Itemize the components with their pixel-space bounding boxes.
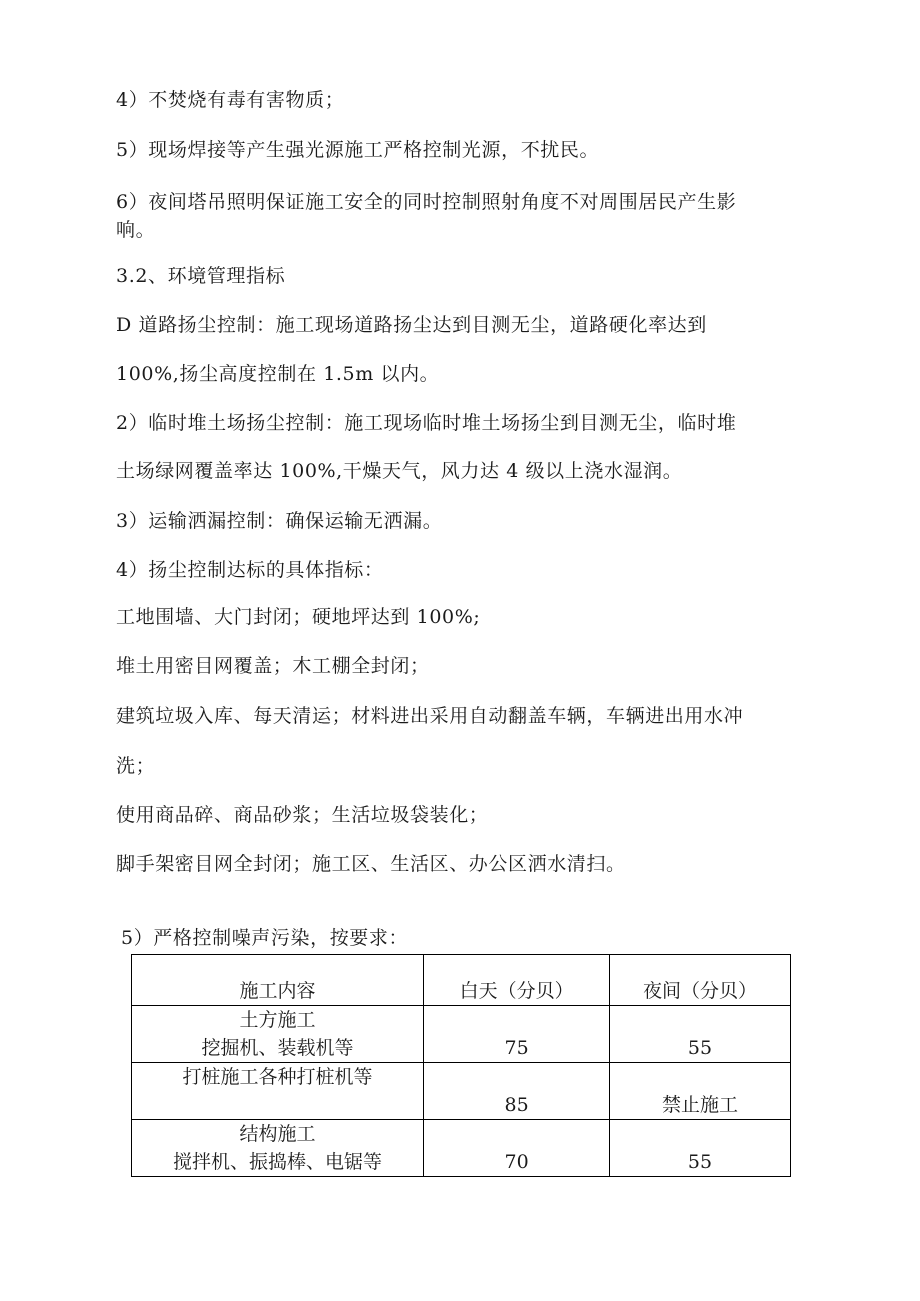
- cell-night: 禁止施工: [610, 1063, 791, 1120]
- cell-day: 70: [424, 1120, 610, 1177]
- table-row: [132, 1063, 791, 1120]
- header-cell-night: 夜间（分贝）: [610, 955, 791, 1006]
- cell-day: 75: [424, 1006, 610, 1063]
- noise-limit-table: [131, 954, 791, 1177]
- paragraph-line: 洗；: [116, 755, 156, 777]
- paragraph-line: 堆土用密目网覆盖；木工棚全封闭；: [116, 655, 430, 677]
- cell-content-line2: 挖掘机、装载机等: [201, 1037, 354, 1059]
- paragraph-line: 使用商品碎、商品砂浆；生活垃圾袋装化；: [116, 804, 489, 826]
- cell-day: 85: [424, 1063, 610, 1120]
- paragraph-line: 建筑垃圾入库、每天清运；材料进出采用自动翻盖车辆，车辆进出用水冲: [116, 705, 744, 727]
- cell-night: 55: [610, 1006, 791, 1063]
- paragraph-line: 脚手架密目网全封闭；施工区、生活区、办公区洒水清扫。: [116, 853, 626, 875]
- cell-content: [132, 1006, 424, 1063]
- cell-content-line1: 结构施工: [239, 1123, 316, 1145]
- paragraph-line: 6）夜间塔吊照明保证施工安全的同时控制照射角度不对周围居民产生影: [116, 191, 737, 213]
- paragraph-line: 4）扬尘控制达标的具体指标：: [116, 559, 384, 581]
- paragraph-line: D 道路扬尘控制：施工现场道路扬尘达到目测无尘，道路硬化率达到: [116, 314, 707, 336]
- header-cell-day: 白天（分贝）: [424, 955, 610, 1006]
- paragraph-line: 100%,扬尘高度控制在 1.5m 以内。: [116, 363, 440, 385]
- table-caption: 5）严格控制噪声污染，按要求：: [121, 927, 409, 949]
- paragraph-line: 响。: [116, 219, 156, 241]
- cell-content-line2: 搅拌机、振捣棒、电锯等: [173, 1151, 383, 1173]
- table-row: [132, 1006, 791, 1063]
- paragraph-line: 2）临时堆土场扬尘控制：施工现场临时堆土场扬尘到目测无尘，临时堆: [116, 412, 737, 434]
- cell-content-line1: 土方施工: [239, 1009, 316, 1031]
- paragraph-line: 工地围墙、大门封闭；硬地坪达到 100%;: [116, 606, 481, 628]
- section-heading: 3.2、环境管理指标: [116, 265, 286, 287]
- cell-night: 55: [610, 1120, 791, 1177]
- paragraph-line: 4）不焚烧有毒有害物质；: [116, 89, 345, 111]
- cell-content: [132, 1120, 424, 1177]
- paragraph-line: 5）现场焊接等产生强光源施工严格控制光源，不扰民。: [116, 139, 600, 161]
- table-header-row: [132, 955, 791, 1006]
- cell-content: 打桩施工各种打桩机等: [132, 1063, 424, 1120]
- paragraph-line: 土场绿网覆盖率达 100%,干燥天气，风力达 4 级以上浇水湿润。: [116, 460, 683, 482]
- table-row: [132, 1120, 791, 1177]
- paragraph-line: 3）运输洒漏控制：确保运输无洒漏。: [116, 510, 443, 532]
- header-cell-content: 施工内容: [132, 955, 424, 1006]
